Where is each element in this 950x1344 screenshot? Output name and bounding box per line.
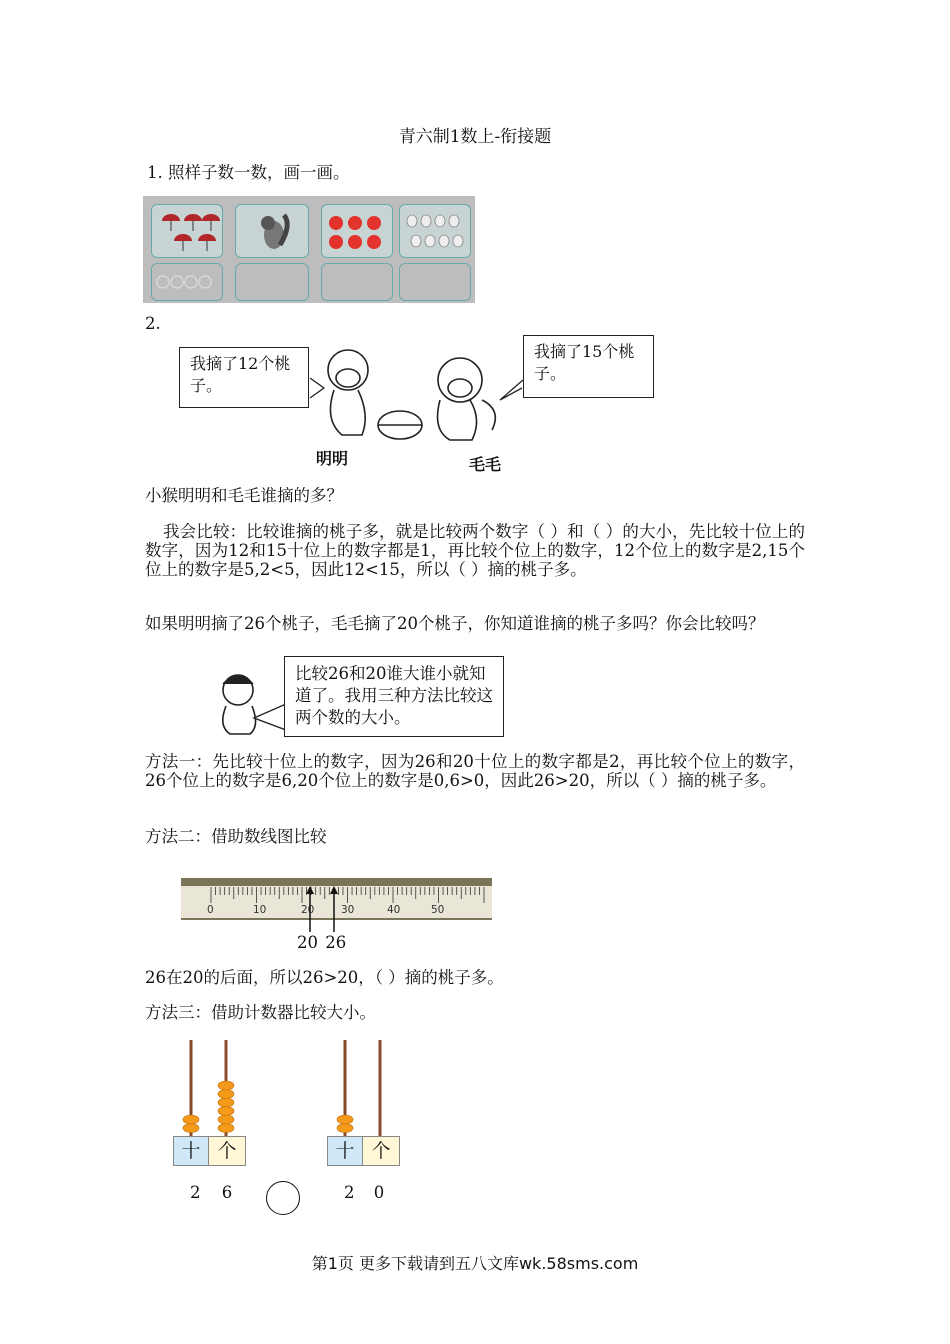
abacus-bead: [218, 1090, 234, 1099]
answer-box-3: [321, 263, 393, 301]
abacus-bead: [337, 1124, 353, 1133]
rabbit-icon: [400, 205, 470, 257]
tens-place-label: 十: [173, 1136, 209, 1166]
tick-label: 20: [301, 904, 315, 916]
method-2-title: 方法二：借助数线图比较: [145, 827, 327, 846]
strawberry-icon: [322, 205, 392, 257]
arrow-labels: 20 26: [297, 933, 347, 952]
compare-question: 小猴明明和毛毛谁摘的多？: [145, 486, 343, 505]
speech-bubble-left: 我摘了12个桃子。: [179, 347, 309, 408]
ones-place-label: 个: [362, 1136, 400, 1166]
method-1-paragraph: 方法一：先比较十位上的数字，因为26和20十位上的数字都是2，再比较个位上的数字，26个位上的数字是6,20个位上的数字是0,6>0，因此26>20，所以（ ）摘的桃子多。: [145, 752, 805, 790]
abacus-rods: [326, 1038, 400, 1138]
abacus-bead: [218, 1115, 234, 1124]
compare-circle[interactable]: [266, 1181, 300, 1215]
squirrel-box: [235, 204, 309, 258]
abacus-rods: [172, 1038, 246, 1138]
umbrella-box: [151, 204, 223, 258]
counting-picture: [143, 196, 475, 303]
ruler-result: 26在20的后面，所以26>20，（ ）摘的桃子多。: [145, 968, 504, 987]
abacus-bead: [218, 1124, 234, 1133]
tick-label: 40: [387, 904, 401, 916]
name-right: 毛毛: [469, 455, 502, 474]
question-2-number: 2.: [145, 314, 161, 333]
squirrel-icon: [236, 205, 308, 257]
kid-illustration: [214, 668, 289, 738]
abacus-right-digits: 2 0: [344, 1183, 385, 1202]
circles-icon: [152, 264, 222, 300]
answer-box-2: [235, 263, 309, 301]
if-paragraph: 如果明明摘了26个桃子，毛毛摘了20个桃子，你知道谁摘的桃子多吗？你会比较吗？: [145, 614, 765, 633]
answer-box-4: [399, 263, 471, 301]
tens-place-label: 十: [327, 1136, 363, 1166]
compare-paragraph: 我会比较：比较谁摘的桃子多，就是比较两个数字（ ）和（ ）的大小，先比较十位上的数字，因为12和15十位上的数字都是1，再比较个位上的数字，12个位上的数字是2,15个位上的数字是5,2<5，因此12<15，所以（ ）摘的桃子多。: [145, 522, 805, 579]
method-3-title: 方法三：借助计数器比较大小。: [145, 1003, 376, 1022]
abacus-bead: [183, 1115, 199, 1124]
abacus-right: [326, 1038, 400, 1168]
abacus-bead: [337, 1115, 353, 1124]
abacus-bead: [218, 1107, 234, 1116]
abacus-bead: [183, 1124, 199, 1133]
question-1-text: 1. 照样子数一数，画一画。: [147, 163, 350, 182]
answer-box-1: [151, 263, 223, 301]
ones-place-label: 个: [208, 1136, 246, 1166]
tick-label: 0: [207, 904, 214, 916]
abacus-bead: [218, 1098, 234, 1107]
name-left: 明明: [316, 449, 349, 468]
abacus-left-digits: 2 6: [190, 1183, 233, 1202]
kid-speech-bubble: 比较26和20谁大谁小就知道了。我用三种方法比较这两个数的大小。: [284, 656, 504, 737]
umbrella-icon: [152, 205, 222, 257]
arrows: [300, 884, 350, 934]
page-title: 青六制1数上-衔接题: [398, 127, 552, 147]
abacus-bead: [218, 1081, 234, 1090]
speech-bubble-right: 我摘了15个桃子。: [523, 335, 654, 398]
rabbit-box: [399, 204, 471, 258]
abacus-left: [172, 1038, 246, 1168]
tick-label: 50: [431, 904, 445, 916]
page-footer: 第1页 更多下载请到五八文库wk.58sms.com: [311, 1254, 639, 1273]
tick-label: 10: [253, 904, 267, 916]
strawberry-box: [321, 204, 393, 258]
tick-label: 30: [341, 904, 355, 916]
